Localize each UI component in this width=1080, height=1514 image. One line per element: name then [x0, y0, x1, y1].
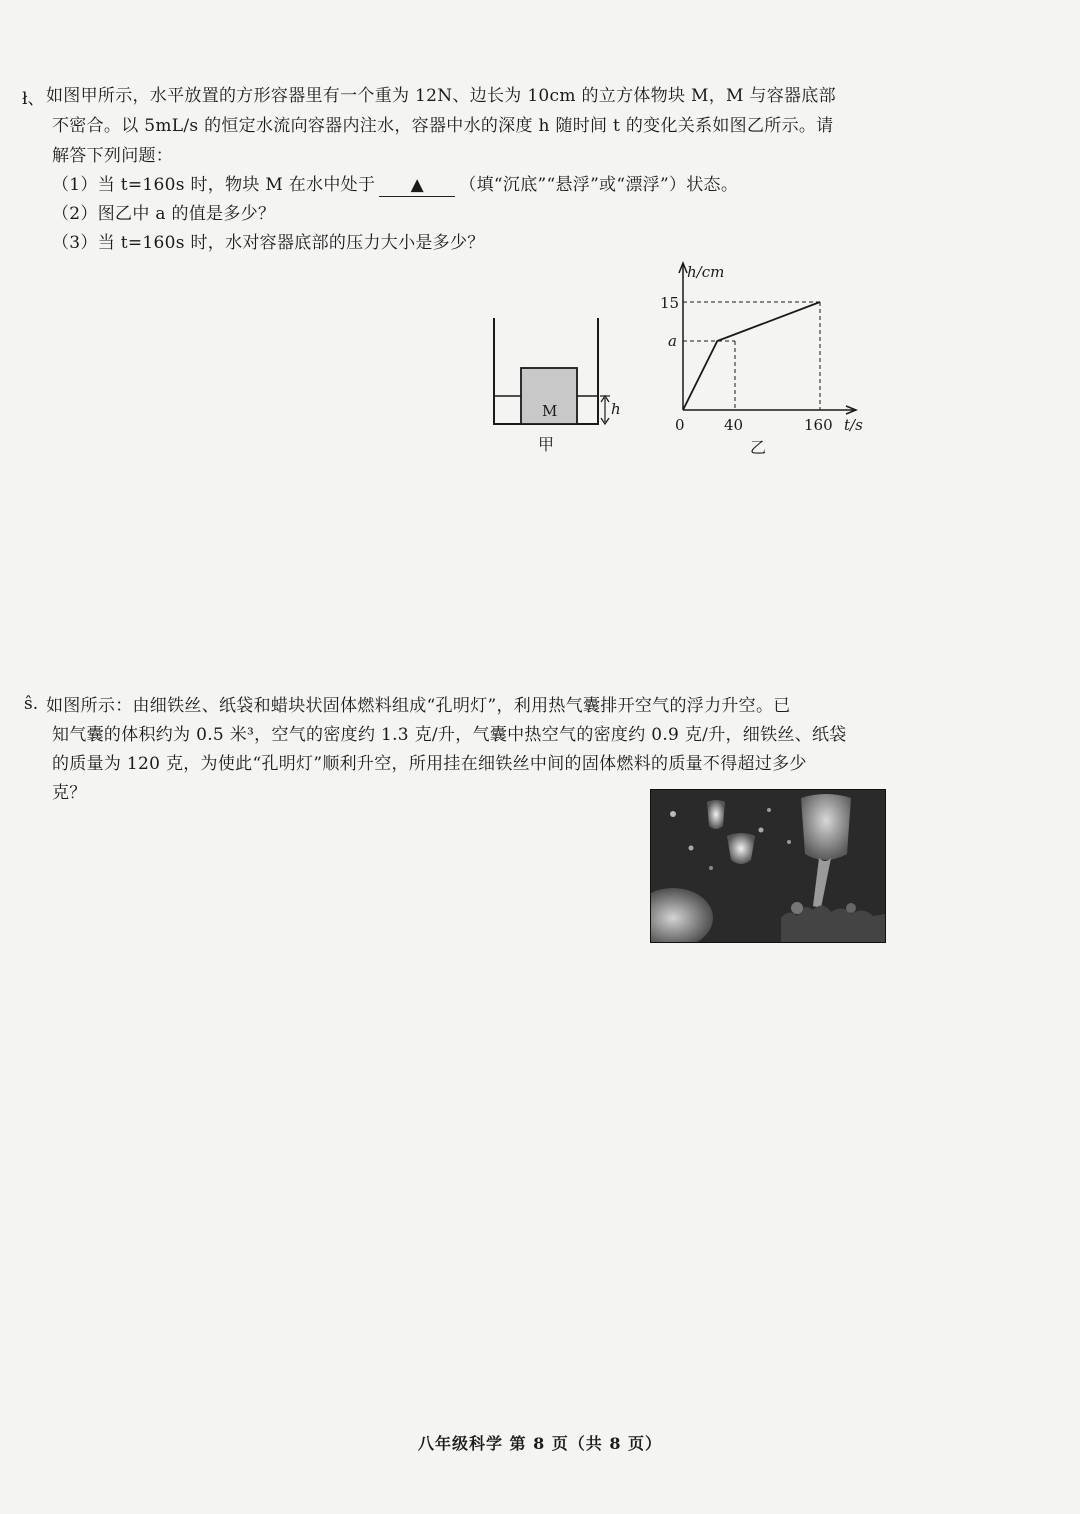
sky-lantern-photo: [650, 789, 886, 943]
x-axis-label: t/s: [844, 416, 863, 434]
question-4-line-3: 解答下列问题：: [52, 146, 174, 166]
sub-1-text-after: （填“沉底”“悬浮”或“漂浮”）状态。: [459, 175, 739, 195]
question-4-sub-2: （2）图乙中 a 的值是多少？: [52, 204, 276, 224]
question-5-line-4: 克？: [52, 783, 87, 803]
question-4-sub-1: [52, 171, 738, 199]
h-label: h: [611, 400, 621, 418]
figure-yi-chart: [650, 255, 880, 465]
y-tick-15: 15: [660, 294, 680, 312]
question-5-number: ŝ.: [24, 694, 39, 714]
y-axis-label: h/cm: [687, 263, 725, 281]
h-t-line: [683, 302, 820, 410]
figure-yi-caption: 乙: [750, 438, 767, 457]
x-tick-160: 160: [804, 416, 833, 434]
question-4-line-2: 不密合。以 5mL/s 的恒定水流向容器内注水，容器中水的深度 h 随时间 t 的变化关系如图乙所示。请: [52, 116, 834, 136]
figure-jia-caption: 甲: [538, 435, 555, 454]
question-4-number: ł、: [22, 89, 45, 109]
sky-lantern-illustration: [651, 790, 885, 942]
origin-label: 0: [675, 416, 685, 434]
figure-jia: [480, 310, 640, 460]
question-5-line-1: 如图所示：由细铁丝、纸袋和蜡块状固体燃料组成“孔明灯”，利用热气囊排开空气的浮力升空。已: [46, 696, 791, 716]
x-tick-40: 40: [724, 416, 744, 434]
block-m-label: M: [542, 402, 558, 420]
y-tick-a: a: [668, 332, 677, 350]
question-4-line-1: 如图甲所示，水平放置的方形容器里有一个重为 12N、边长为 10cm 的立方体物块 M，M 与容器底部: [46, 86, 836, 106]
answer-blank[interactable]: ▲: [379, 174, 455, 197]
question-4-sub-3: （3）当 t=160s 时，水对容器底部的压力大小是多少？: [52, 233, 485, 253]
question-5-line-2: 知气囊的体积约为 0.5 米³，空气的密度约 1.3 克/升，气囊中热空气的密度约 0.9 克/升，细铁丝、纸袋: [52, 725, 847, 745]
page-footer: 八年级科学 第 8 页（共 8 页）: [417, 1434, 663, 1453]
question-5-line-3: 的质量为 120 克，为使此“孔明灯”顺利升空，所用挂在细铁丝中间的固体燃料的质量不得超过多少: [52, 754, 807, 774]
sub-1-text-before: （1）当 t=160s 时，物块 M 在水中处于: [52, 175, 376, 195]
